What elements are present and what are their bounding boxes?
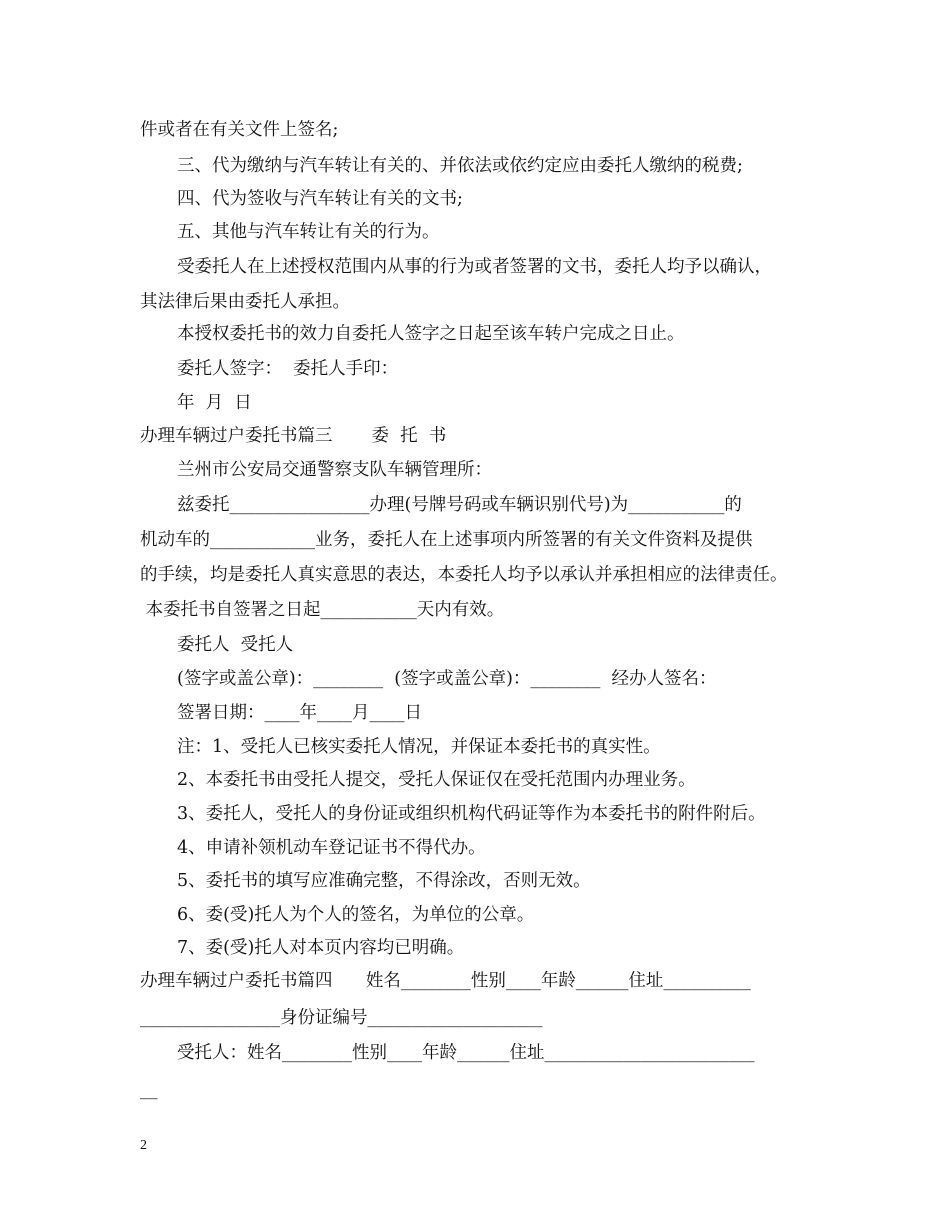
text-line: 办理车辆过户委托书篇三 委 托 书 [140, 426, 447, 446]
text-line: 办理车辆过户委托书篇四 姓名________性别____年龄______住址__________ [140, 971, 751, 991]
text-line: (签字或盖公章)：________ (签字或盖公章)：________ 经办人签名： [177, 669, 717, 689]
text-line: 五、其他与汽车转让有关的行为。 [177, 222, 440, 242]
text-line: 其法律后果由委托人承担。 [140, 292, 350, 312]
text-line: 兹委托________________办理(号牌号码或车辆识别代号)为___________的 [177, 495, 742, 515]
text-line: 6、委(受)托人为个人的签名，为单位的公章。 [177, 905, 535, 925]
text-line: 委托人签字： 委托人手印： [177, 359, 399, 379]
page-number: 2 [140, 1138, 147, 1153]
text-line: 年 月 日 [177, 393, 252, 413]
text-line: 兰州市公安局交通警察支队车辆管理所： [177, 460, 492, 480]
text-line: 4、申请补领机动车登记证书不得代办。 [177, 838, 486, 858]
text-line: 件或者在有关文件上签名; [140, 120, 339, 140]
text-line: 三、代为缴纳与汽车转让有关的、并依法或依约定应由委托人缴纳的税费; [177, 156, 743, 176]
text-line: 受委托人在上述授权范围内从事的行为或者签署的文书，委托人均予以确认， [177, 257, 772, 277]
text-line: 委托人 受托人 [177, 635, 294, 655]
text-line: 签署日期：____年____月____日 [177, 703, 422, 723]
text-line: 机动车的____________业务，委托人在上述事项内所签署的有关文件资料及提供 [140, 530, 753, 550]
text-line: __ [140, 1080, 158, 1100]
text-line: 7、委(受)托人对本页内容均已明确。 [177, 938, 465, 958]
text-line: 本授权委托书的效力自委托人签字之日起至该车转户完成之日止。 [177, 324, 685, 344]
text-line: 注：1、受托人已核实委托人情况，并保证本委托书的真实性。 [177, 737, 661, 757]
text-line: ________________身份证编号____________________ [140, 1008, 543, 1028]
text-line: 5、委托书的填写应准确完整，不得涂改，否则无效。 [177, 871, 591, 891]
text-line: 本委托书自签署之日起___________天内有效。 [140, 600, 505, 620]
text-line: 四、代为签收与汽车转让有关的文书; [177, 189, 463, 209]
text-line: 2、本委托书由受托人提交，受托人保证仅在受托范围内办理业务。 [177, 770, 696, 790]
text-line: 的手续，均是委托人真实意思的表达，本委托人均予以承认并承担相应的法律责任。 [140, 565, 788, 585]
text-line: 3、委托人，受托人的身份证或组织机构代码证等作为本委托书的附件附后。 [177, 804, 766, 824]
text-line: 受托人：姓名________性别____年龄______住址________________________ [177, 1043, 755, 1063]
